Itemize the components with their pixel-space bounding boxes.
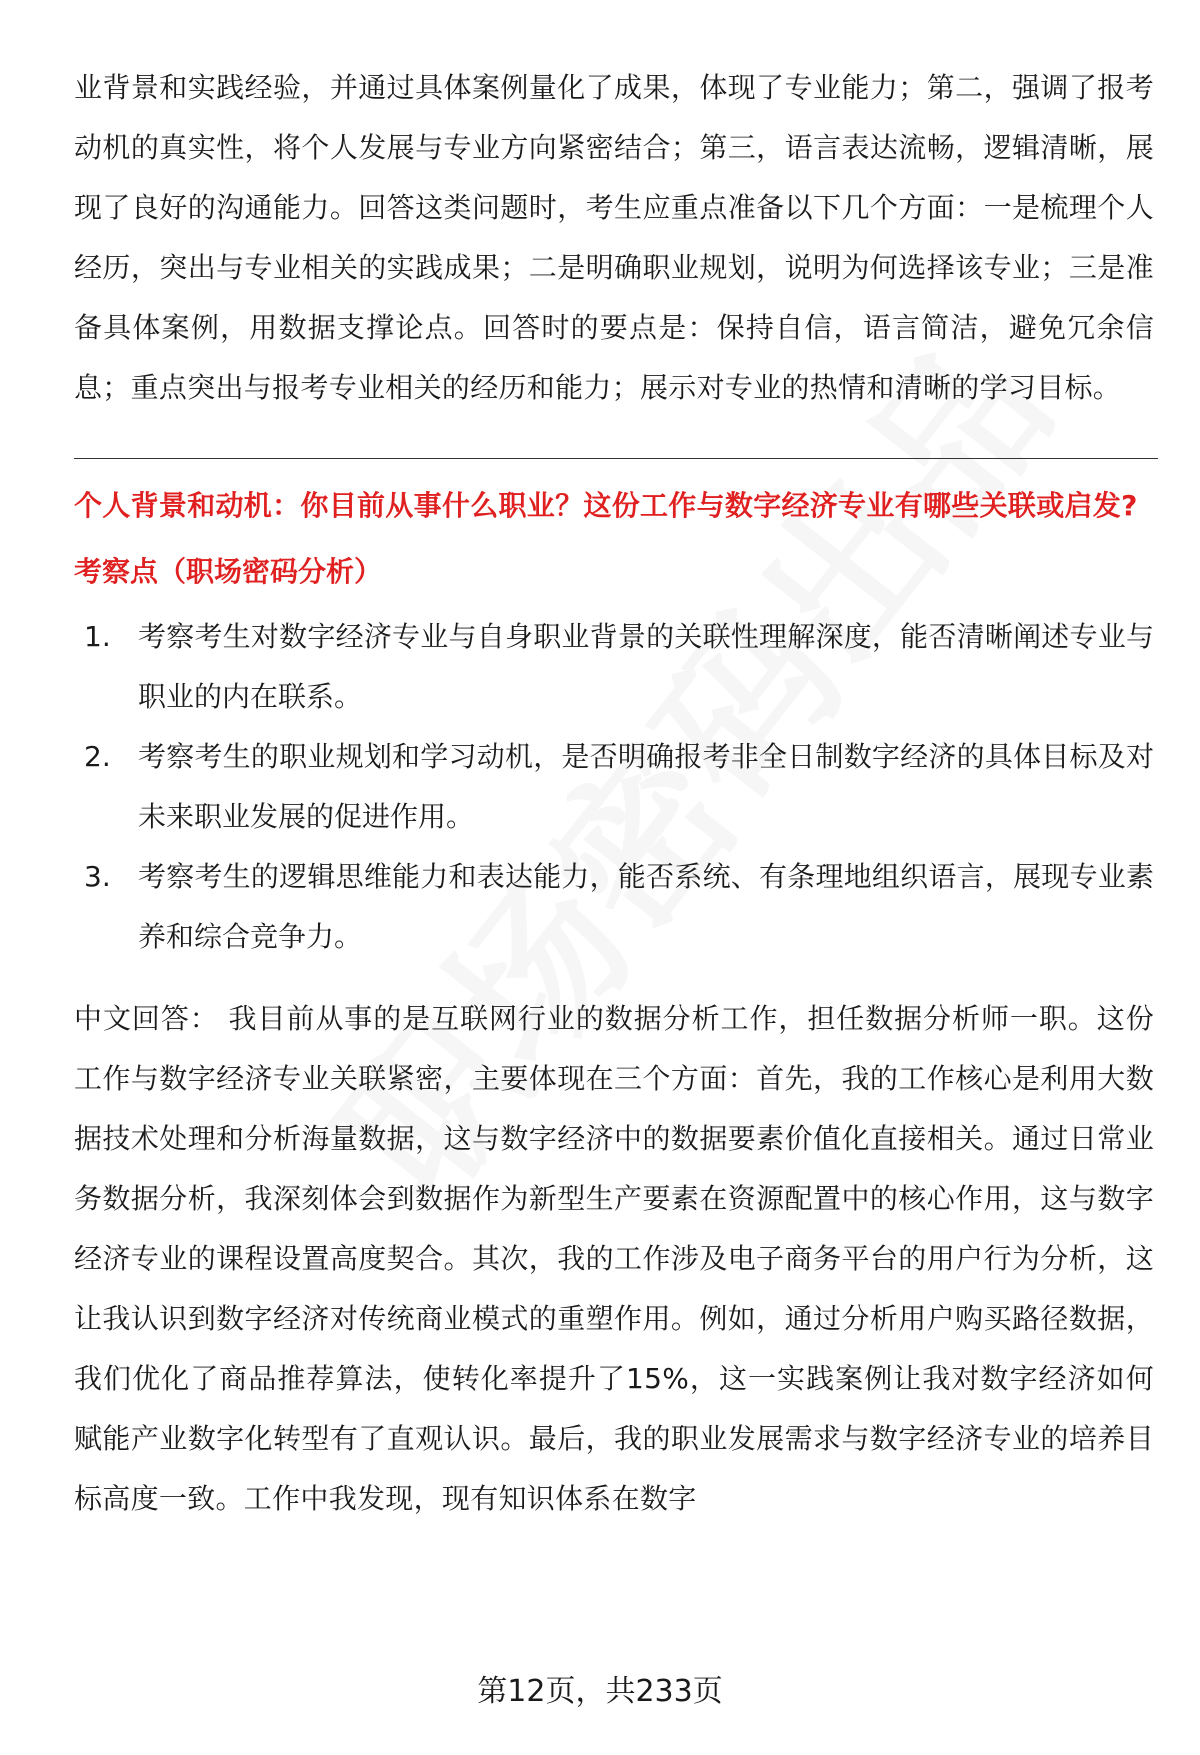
exam-point-item <box>84 607 1154 727</box>
exam-point-text: 考察考生的逻辑思维能力和表达能力，能否系统、有条理地组织语言，展现专业素养和综合竞争力。 <box>138 860 1154 953</box>
exam-point-number: 2. <box>84 740 111 773</box>
exam-point-number: 3. <box>84 860 111 893</box>
page-content <box>74 58 1154 1529</box>
question-heading: 个人背景和动机：你目前从事什么职业？这份工作与数字经济专业有哪些关联或启发? <box>74 489 1138 522</box>
exam-points-list <box>74 607 1154 967</box>
intro-paragraph: 业背景和实践经验，并通过具体案例量化了成果，体现了专业能力；第二，强调了报考动机的真实性，将个人发展与专业方向紧密结合；第三，语言表达流畅，逻辑清晰，展现了良好的沟通能力。回答这类问题时，考生应重点准备以下几个方面：一是梳理个人经历，突出与专业相关的实践成果；二是明确职业规划，说明为何选择该专业；三是准备具体案例，用数据支撑论点。回答时的要点是：保持自信，语言简洁，避免冗余信息；重点突出与报考专业相关的经历和能力；展示对专业的热情和清晰的学习目标。 <box>74 71 1154 404</box>
page-number-footer: 第12页，共233页 <box>477 1674 723 1709</box>
exam-point-text: 考察考生的职业规划和学习动机，是否明确报考非全日制数字经济的具体目标及对未来职业发展的促进作用。 <box>138 740 1154 833</box>
exam-point-item <box>84 727 1154 847</box>
exam-point-item <box>84 847 1154 967</box>
answer-paragraph: 中文回答： 我目前从事的是互联网行业的数据分析工作，担任数据分析师一职。这份工作与数字经济专业关联紧密，主要体现在三个方面：首先，我的工作核心是利用大数据技术处理和分析海量数据，这与数字经济中的数据要素价值化直接相关。通过日常业务数据分析，我深刻体会到数据作为新型生产要素在资源配置中的核心作用，这与数字经济专业的课程设置高度契合。其次，我的工作涉及电子商务平台的用户行为分析，这让我认识到数字经济对传统商业模式的重塑作用。例如，通过分析用户购买路径数据，我们优化了商品推荐算法，使转化率提升了15%，这一实践案例让我对数字经济如何赋能产业数字化转型有了直观认识。最后，我的职业发展需求与数字经济专业的培养目标高度一致。工作中我发现，现有知识体系在数字 <box>74 1002 1154 1515</box>
exam-point-text: 考察考生对数字经济专业与自身职业背景的关联性理解深度，能否清晰阐述专业与职业的内在联系。 <box>138 620 1154 713</box>
exam-point-number: 1. <box>84 620 111 653</box>
section-divider <box>74 458 1158 459</box>
exam-points-title: 考察点（职场密码分析） <box>74 555 383 588</box>
